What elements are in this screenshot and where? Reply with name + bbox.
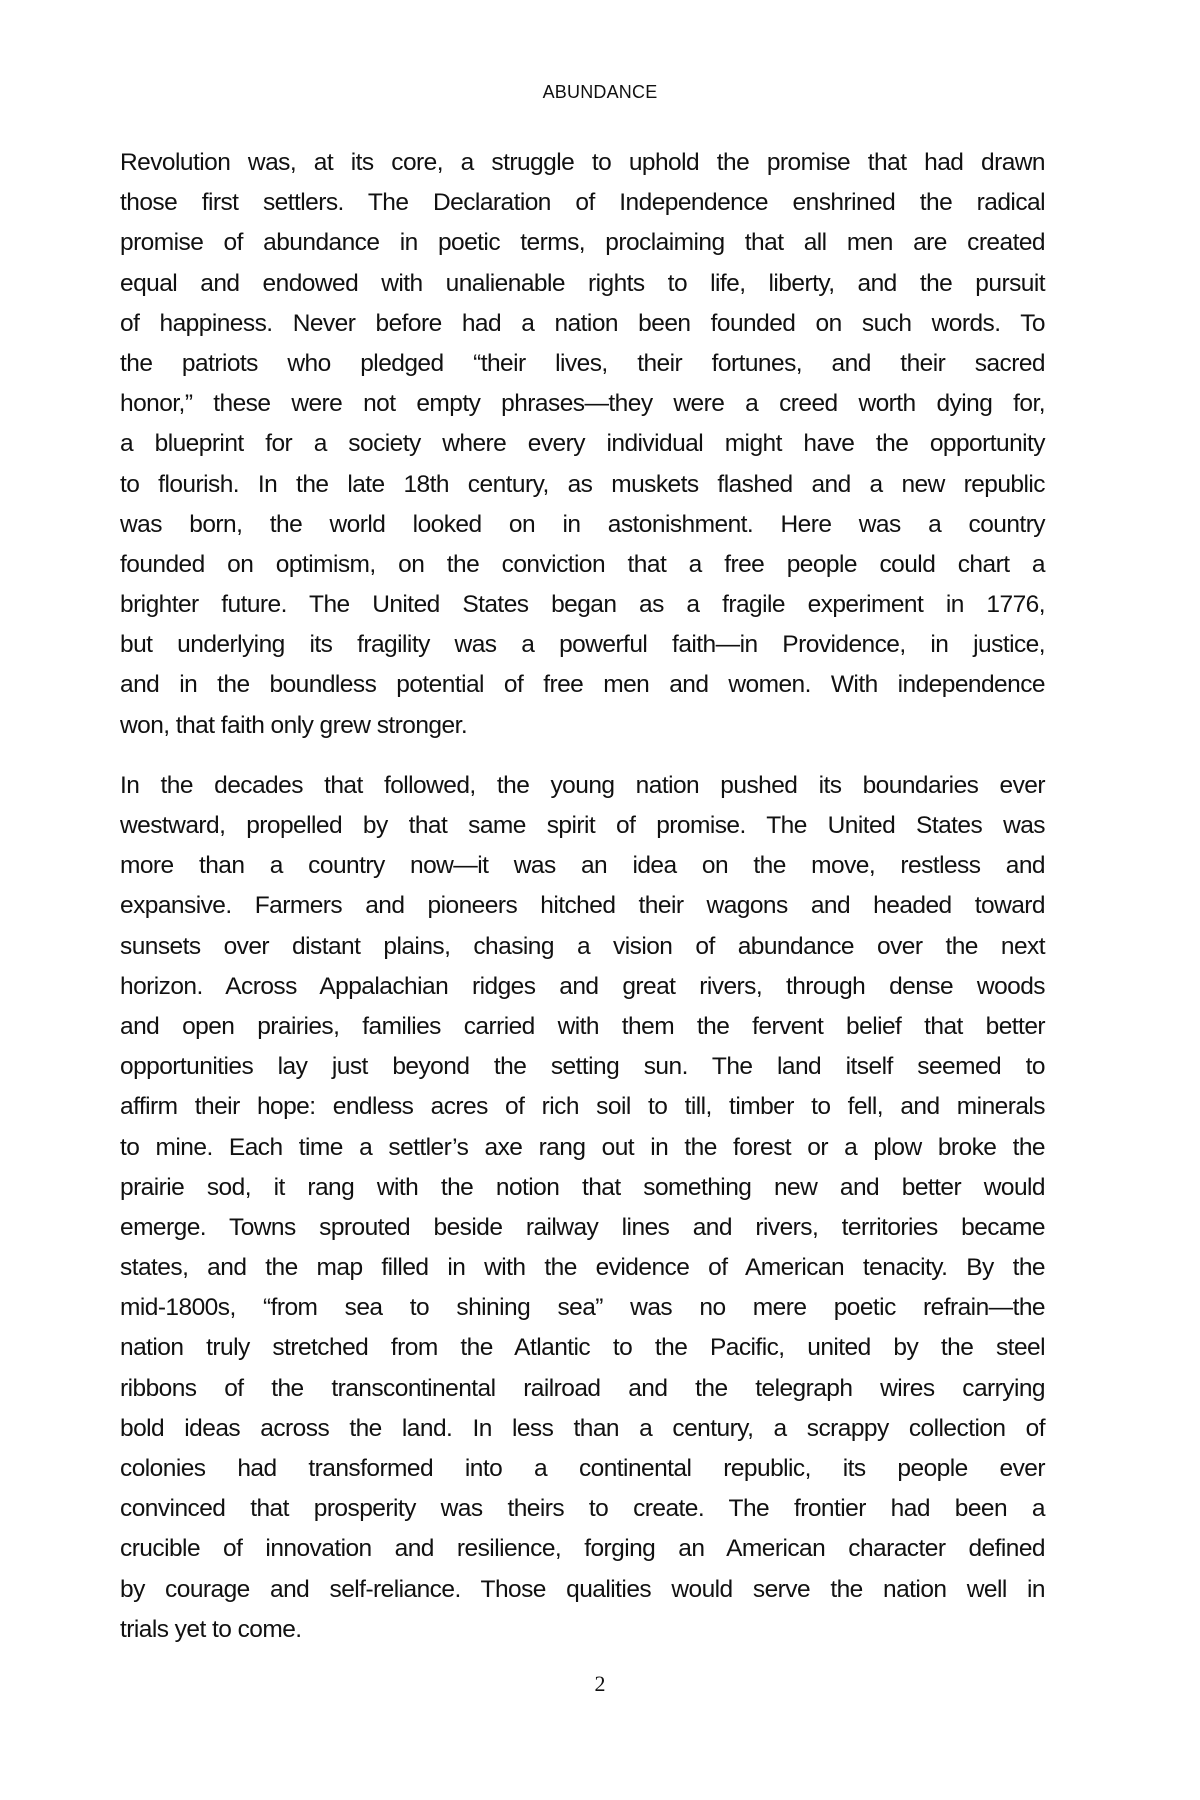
- text-line: was born, the world looked on in astonishment. Here was a country: [120, 510, 1045, 538]
- text-line: mid-1800s, “from sea to shining sea” was no mere poetic refrain—the: [120, 1294, 1045, 1322]
- text-line: but underlying its fragility was a powerful faith—in Providence, in justice,: [120, 631, 1045, 659]
- text-line: honor,” these were not empty phrases—they were a creed worth dying for,: [120, 390, 1045, 418]
- text-line: to flourish. In the late 18th century, as muskets flashed and a new republic: [120, 470, 1045, 498]
- text-line: by courage and self-reliance. Those qualities would serve the nation well in: [120, 1575, 1045, 1603]
- text-line: westward, propelled by that same spirit of promise. The United States was: [120, 812, 1045, 839]
- text-line: bold ideas across the land. In less than a century, a scrappy collection of: [120, 1414, 1045, 1442]
- text-line: states, and the map filled in with the evidence of American tenacity. By the: [120, 1254, 1045, 1282]
- text-line: brighter future. The United States began as a fragile experiment in 1776,: [120, 591, 1045, 619]
- text-line: a blueprint for a society where every individual might have the opportunity: [120, 430, 1045, 458]
- text-line: trials yet to come.: [120, 1615, 302, 1643]
- body-text: [120, 143, 1045, 1650]
- text-line: nation truly stretched from the Atlantic to the Pacific, united by the steel: [120, 1334, 1045, 1362]
- text-line: In the decades that followed, the young nation pushed its boundaries ever: [120, 771, 1045, 799]
- text-line: expansive. Farmers and pioneers hitched their wagons and headed toward: [120, 892, 1045, 920]
- text-line: horizon. Across Appalachian ridges and great rivers, through dense woods: [120, 972, 1045, 1000]
- text-line: founded on optimism, on the conviction that a free people could chart a: [120, 550, 1045, 578]
- text-line: opportunities lay just beyond the setting sun. The land itself seemed to: [120, 1053, 1045, 1081]
- text-line: won, that faith only grew stronger.: [120, 711, 468, 739]
- text-line: emerge. Towns sprouted beside railway lines and rivers, territories became: [120, 1213, 1045, 1241]
- text-line: crucible of innovation and resilience, forging an American character defined: [120, 1535, 1045, 1563]
- paragraph-2: [120, 766, 1045, 1650]
- running-head: ABUNDANCE: [542, 82, 658, 102]
- text-line: sunsets over distant plains, chasing a vision of abundance over the next: [120, 932, 1045, 960]
- text-line: Revolution was, at its core, a struggle to uphold the promise that had drawn: [120, 149, 1045, 176]
- text-line: more than a country now—it was an idea on the move, restless and: [120, 852, 1045, 880]
- text-line: affirm their hope: endless acres of rich soil to till, timber to fell, and minerals: [120, 1093, 1045, 1121]
- text-line: to mine. Each time a settler’s axe rang out in the forest or a plow broke the: [120, 1133, 1045, 1161]
- text-line: equal and endowed with unalienable rights to life, liberty, and the pursuit: [120, 269, 1045, 297]
- text-line: the patriots who pledged “their lives, their fortunes, and their sacred: [120, 349, 1045, 377]
- text-line: of happiness. Never before had a nation been founded on such words. To: [120, 309, 1045, 337]
- text-line: colonies had transformed into a continental republic, its people ever: [120, 1455, 1045, 1482]
- text-line: those first settlers. The Declaration of Independence enshrined the radical: [120, 189, 1045, 217]
- text-line: ribbons of the transcontinental railroad and the telegraph wires carrying: [120, 1374, 1045, 1402]
- paragraph-1: [120, 143, 1045, 746]
- text-line: and in the boundless potential of free men and women. With independence: [120, 671, 1045, 699]
- text-line: prairie sod, it rang with the notion that something new and better would: [120, 1173, 1045, 1201]
- text-line: convinced that prosperity was theirs to create. The frontier had been a: [120, 1495, 1045, 1523]
- text-line: promise of abundance in poetic terms, proclaiming that all men are created: [120, 229, 1045, 257]
- page-number: 2: [594, 1671, 606, 1696]
- text-line: and open prairies, families carried with them the fervent belief that better: [120, 1012, 1045, 1040]
